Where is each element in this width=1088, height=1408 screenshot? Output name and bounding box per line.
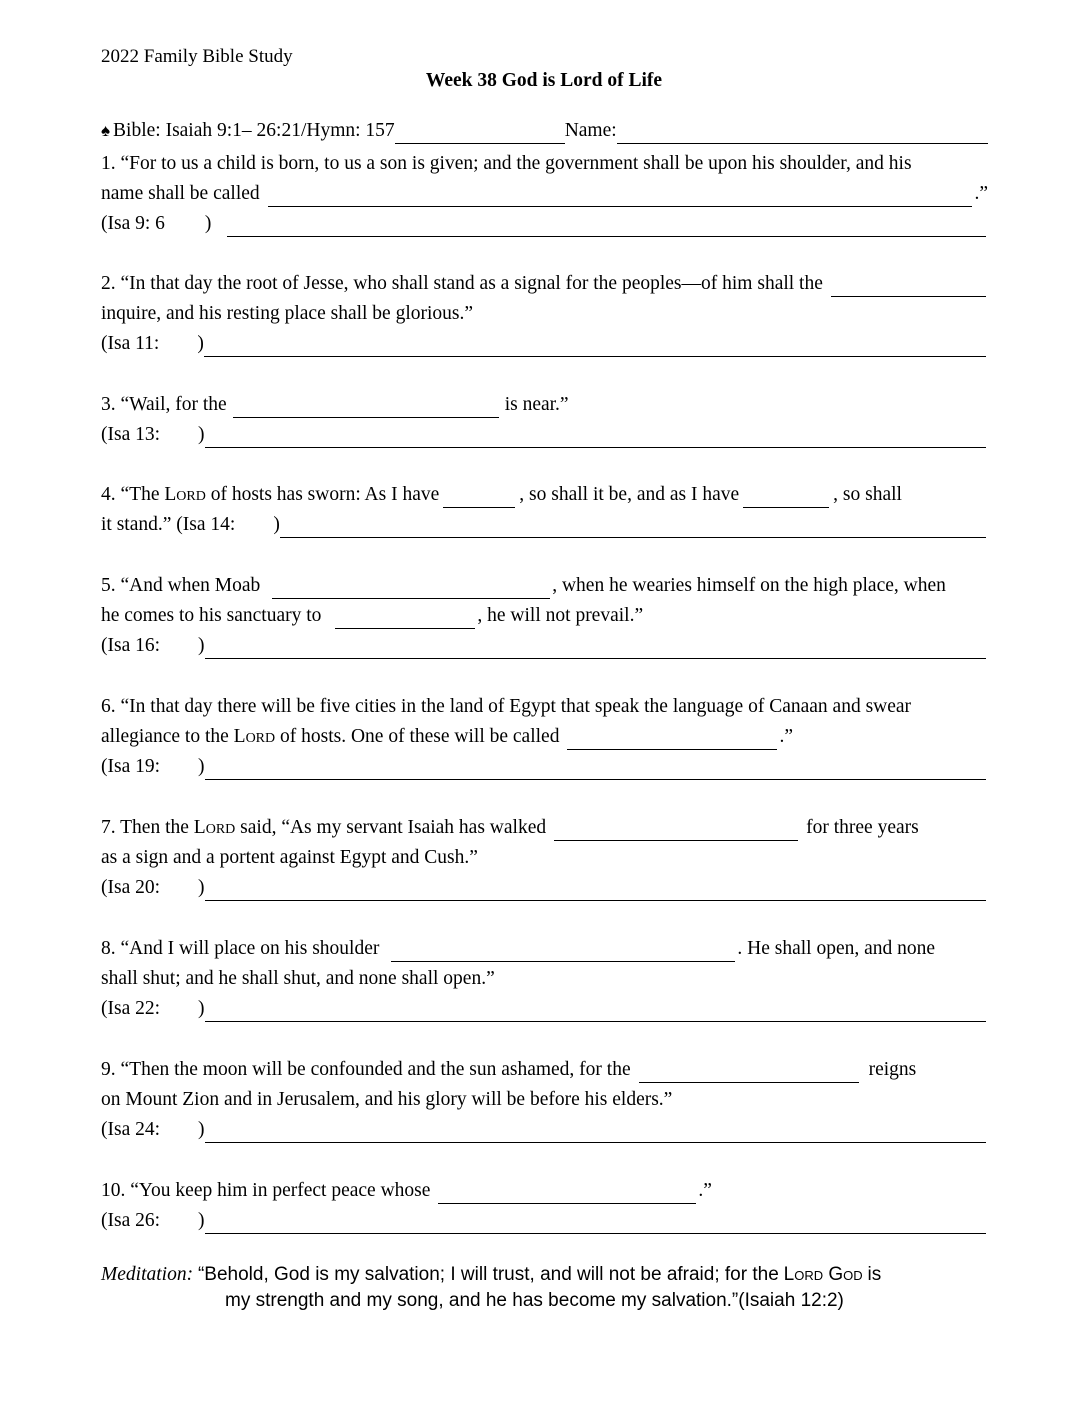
q5-answer-blank-1[interactable] — [272, 578, 550, 599]
q1-text-start: name shall be called — [101, 183, 260, 204]
q3-text-start: 3. “Wail, for the — [101, 394, 227, 415]
q10-line1 — [101, 1178, 988, 1204]
q6-text-2-mid: of hosts. One of these will be called — [280, 726, 560, 747]
q5-text-start: 5. “And when Moab — [101, 575, 261, 596]
q7-text-start: 7. Then the — [101, 817, 189, 838]
q1-ref-row — [101, 211, 988, 237]
q8-ref-close: ) — [198, 998, 205, 1019]
q8-ref-blank[interactable] — [205, 1001, 986, 1022]
q1-answer-blank[interactable] — [268, 186, 973, 207]
q7-text-mid: said, “As my servant Isaiah has walked — [240, 817, 547, 838]
q4-ref-blank[interactable] — [280, 517, 986, 538]
q5-text-2-end: , he will not prevail.” — [477, 605, 644, 626]
q1-text-end: .” — [974, 183, 988, 204]
q7-ref: (Isa 20: — [101, 877, 161, 898]
q3-ref-row — [101, 422, 988, 448]
q4-lord: Lord — [164, 484, 206, 505]
q6-ref-blank[interactable] — [205, 759, 986, 780]
q4-ref: it stand.” (Isa 14: — [101, 514, 236, 535]
meditation-text-1: “Behold, God is my salvation; I will trust, and will not be afraid; for the — [197, 1264, 779, 1285]
q10-ref: (Isa 26: — [101, 1210, 161, 1231]
q2-ref-blank[interactable] — [204, 336, 986, 357]
q1-ref-close: ) — [204, 213, 212, 234]
q7-line2 — [101, 845, 988, 871]
q1-ref: (Isa 9: 6 — [101, 213, 165, 234]
q2-ref-row — [101, 331, 988, 357]
q3-answer-blank[interactable] — [233, 397, 499, 418]
q1-line1 — [101, 151, 988, 177]
q7-line1 — [101, 815, 988, 841]
q2-line2 — [101, 301, 988, 327]
q5-line1 — [101, 573, 988, 599]
q7-answer-blank[interactable] — [554, 820, 798, 841]
q2-text-2: inquire, and his resting place shall be glorious.” — [101, 303, 474, 324]
q9-ref-close: ) — [198, 1119, 205, 1140]
q9-ref-row — [101, 1117, 988, 1143]
spade-icon: ♠ — [101, 121, 111, 140]
q2-ref: (Isa 11: — [101, 333, 160, 354]
q7-text-end: for three years — [806, 817, 919, 838]
q10-ref-close: ) — [198, 1210, 205, 1231]
q2-line1 — [101, 271, 988, 297]
q6-line1 — [101, 694, 988, 720]
q8-line1 — [101, 936, 988, 962]
info-underline — [395, 123, 565, 144]
q3-text-end: is near.” — [504, 394, 569, 415]
q7-ref-blank[interactable] — [205, 880, 986, 901]
q8-line2 — [101, 966, 988, 992]
meditation-text-1-end: is — [867, 1264, 882, 1285]
q9-ref-blank[interactable] — [205, 1122, 986, 1143]
meditation-label: Meditation: — [101, 1264, 194, 1285]
q5-text-2-start: he comes to his sanctuary to — [101, 605, 322, 626]
q3-line1 — [101, 392, 988, 418]
q6-ref-close: ) — [198, 756, 205, 777]
q5-ref-blank[interactable] — [205, 638, 986, 659]
meditation-block — [101, 1262, 881, 1288]
meditation-line2: my strength and my song, and he has become my salvation.”(Isaiah 12:2) — [225, 1290, 844, 1311]
q10-answer-blank[interactable] — [438, 1183, 696, 1204]
q6-answer-blank[interactable] — [567, 729, 777, 750]
q6-text: 6. “In that day there will be five cities in the land of Egypt that speak the language of Canaan and swear — [101, 696, 912, 717]
q4-text-end: , so shall — [833, 484, 902, 505]
q9-text-end: reigns — [868, 1059, 917, 1080]
q3-ref-close: ) — [198, 424, 205, 445]
q3-ref: (Isa 13: — [101, 424, 161, 445]
q7-ref-row — [101, 875, 988, 901]
q2-ref-close: ) — [197, 333, 204, 354]
q6-ref-row — [101, 754, 988, 780]
q4-text-start: 4. “The — [101, 484, 160, 505]
q4-text-mid1: of hosts has sworn: As I have — [210, 484, 440, 505]
q10-ref-blank[interactable] — [205, 1213, 986, 1234]
q5-ref: (Isa 16: — [101, 635, 161, 656]
q8-text-2: shall shut; and he shall shut, and none shall open.” — [101, 968, 495, 989]
q8-answer-blank[interactable] — [391, 941, 735, 962]
q6-text-2-end: .” — [779, 726, 793, 747]
q8-text-start: 8. “And I will place on his shoulder — [101, 938, 380, 959]
q10-text-start: 10. “You keep him in perfect peace whose — [101, 1180, 431, 1201]
q8-ref-row — [101, 996, 988, 1022]
q8-text-end: . He shall open, and none — [737, 938, 936, 959]
q4-line2 — [101, 512, 988, 538]
q7-text-2: as a sign and a portent against Egypt and Cush.” — [101, 847, 478, 868]
q5-ref-close: ) — [198, 635, 205, 656]
q2-text: 2. “In that day the root of Jesse, who shall stand as a signal for the peoples—of him shall the — [101, 273, 823, 294]
q1-ref-blank[interactable] — [227, 216, 986, 237]
q7-ref-close: ) — [198, 877, 205, 898]
q10-text-end: .” — [698, 1180, 712, 1201]
q5-answer-blank-2[interactable] — [335, 608, 475, 629]
q9-text-start: 9. “Then the moon will be confounded and the sun ashamed, for the — [101, 1059, 631, 1080]
name-label: Name: — [564, 120, 617, 141]
q1-text: 1. “For to us a child is born, to us a son is given; and the government shall be upon his shoulder, and his — [101, 153, 912, 174]
page-title: Week 38 God is Lord of Life — [425, 70, 663, 91]
q5-text-mid: , when he wearies himself on the high place, when — [552, 575, 946, 596]
q9-line1 — [101, 1057, 988, 1083]
q4-line1 — [101, 482, 988, 508]
q8-ref: (Isa 22: — [101, 998, 161, 1019]
q3-ref-blank[interactable] — [205, 427, 986, 448]
bible-reference: Bible: Isaiah 9:1– 26:21/Hymn: 157 — [113, 120, 395, 141]
q9-line2 — [101, 1087, 988, 1113]
meditation-lord-god: Lord God — [783, 1264, 863, 1285]
q1-line2 — [101, 181, 988, 207]
q4-ref-close: ) — [273, 514, 280, 535]
q10-ref-row — [101, 1208, 988, 1234]
q4-answer-blank-1[interactable] — [443, 487, 515, 508]
q7-lord: Lord — [193, 817, 236, 838]
q6-lord: Lord — [233, 726, 276, 747]
q6-line2 — [101, 724, 988, 750]
q4-answer-blank-2[interactable] — [743, 487, 829, 508]
q5-ref-row — [101, 633, 988, 659]
q2-answer-blank[interactable] — [831, 276, 986, 297]
name-field[interactable] — [617, 123, 988, 144]
q4-text-mid2: , so shall it be, and as I have — [519, 484, 740, 505]
info-row — [101, 118, 988, 144]
q5-line2 — [101, 603, 988, 629]
q9-text-2: on Mount Zion and in Jerusalem, and his glory will be before his elders.” — [101, 1089, 673, 1110]
q9-ref: (Isa 24: — [101, 1119, 161, 1140]
q6-ref: (Isa 19: — [101, 756, 161, 777]
series-header: 2022 Family Bible Study — [101, 46, 293, 67]
q6-text-2-start: allegiance to the — [101, 726, 229, 747]
q9-answer-blank[interactable] — [639, 1062, 859, 1083]
